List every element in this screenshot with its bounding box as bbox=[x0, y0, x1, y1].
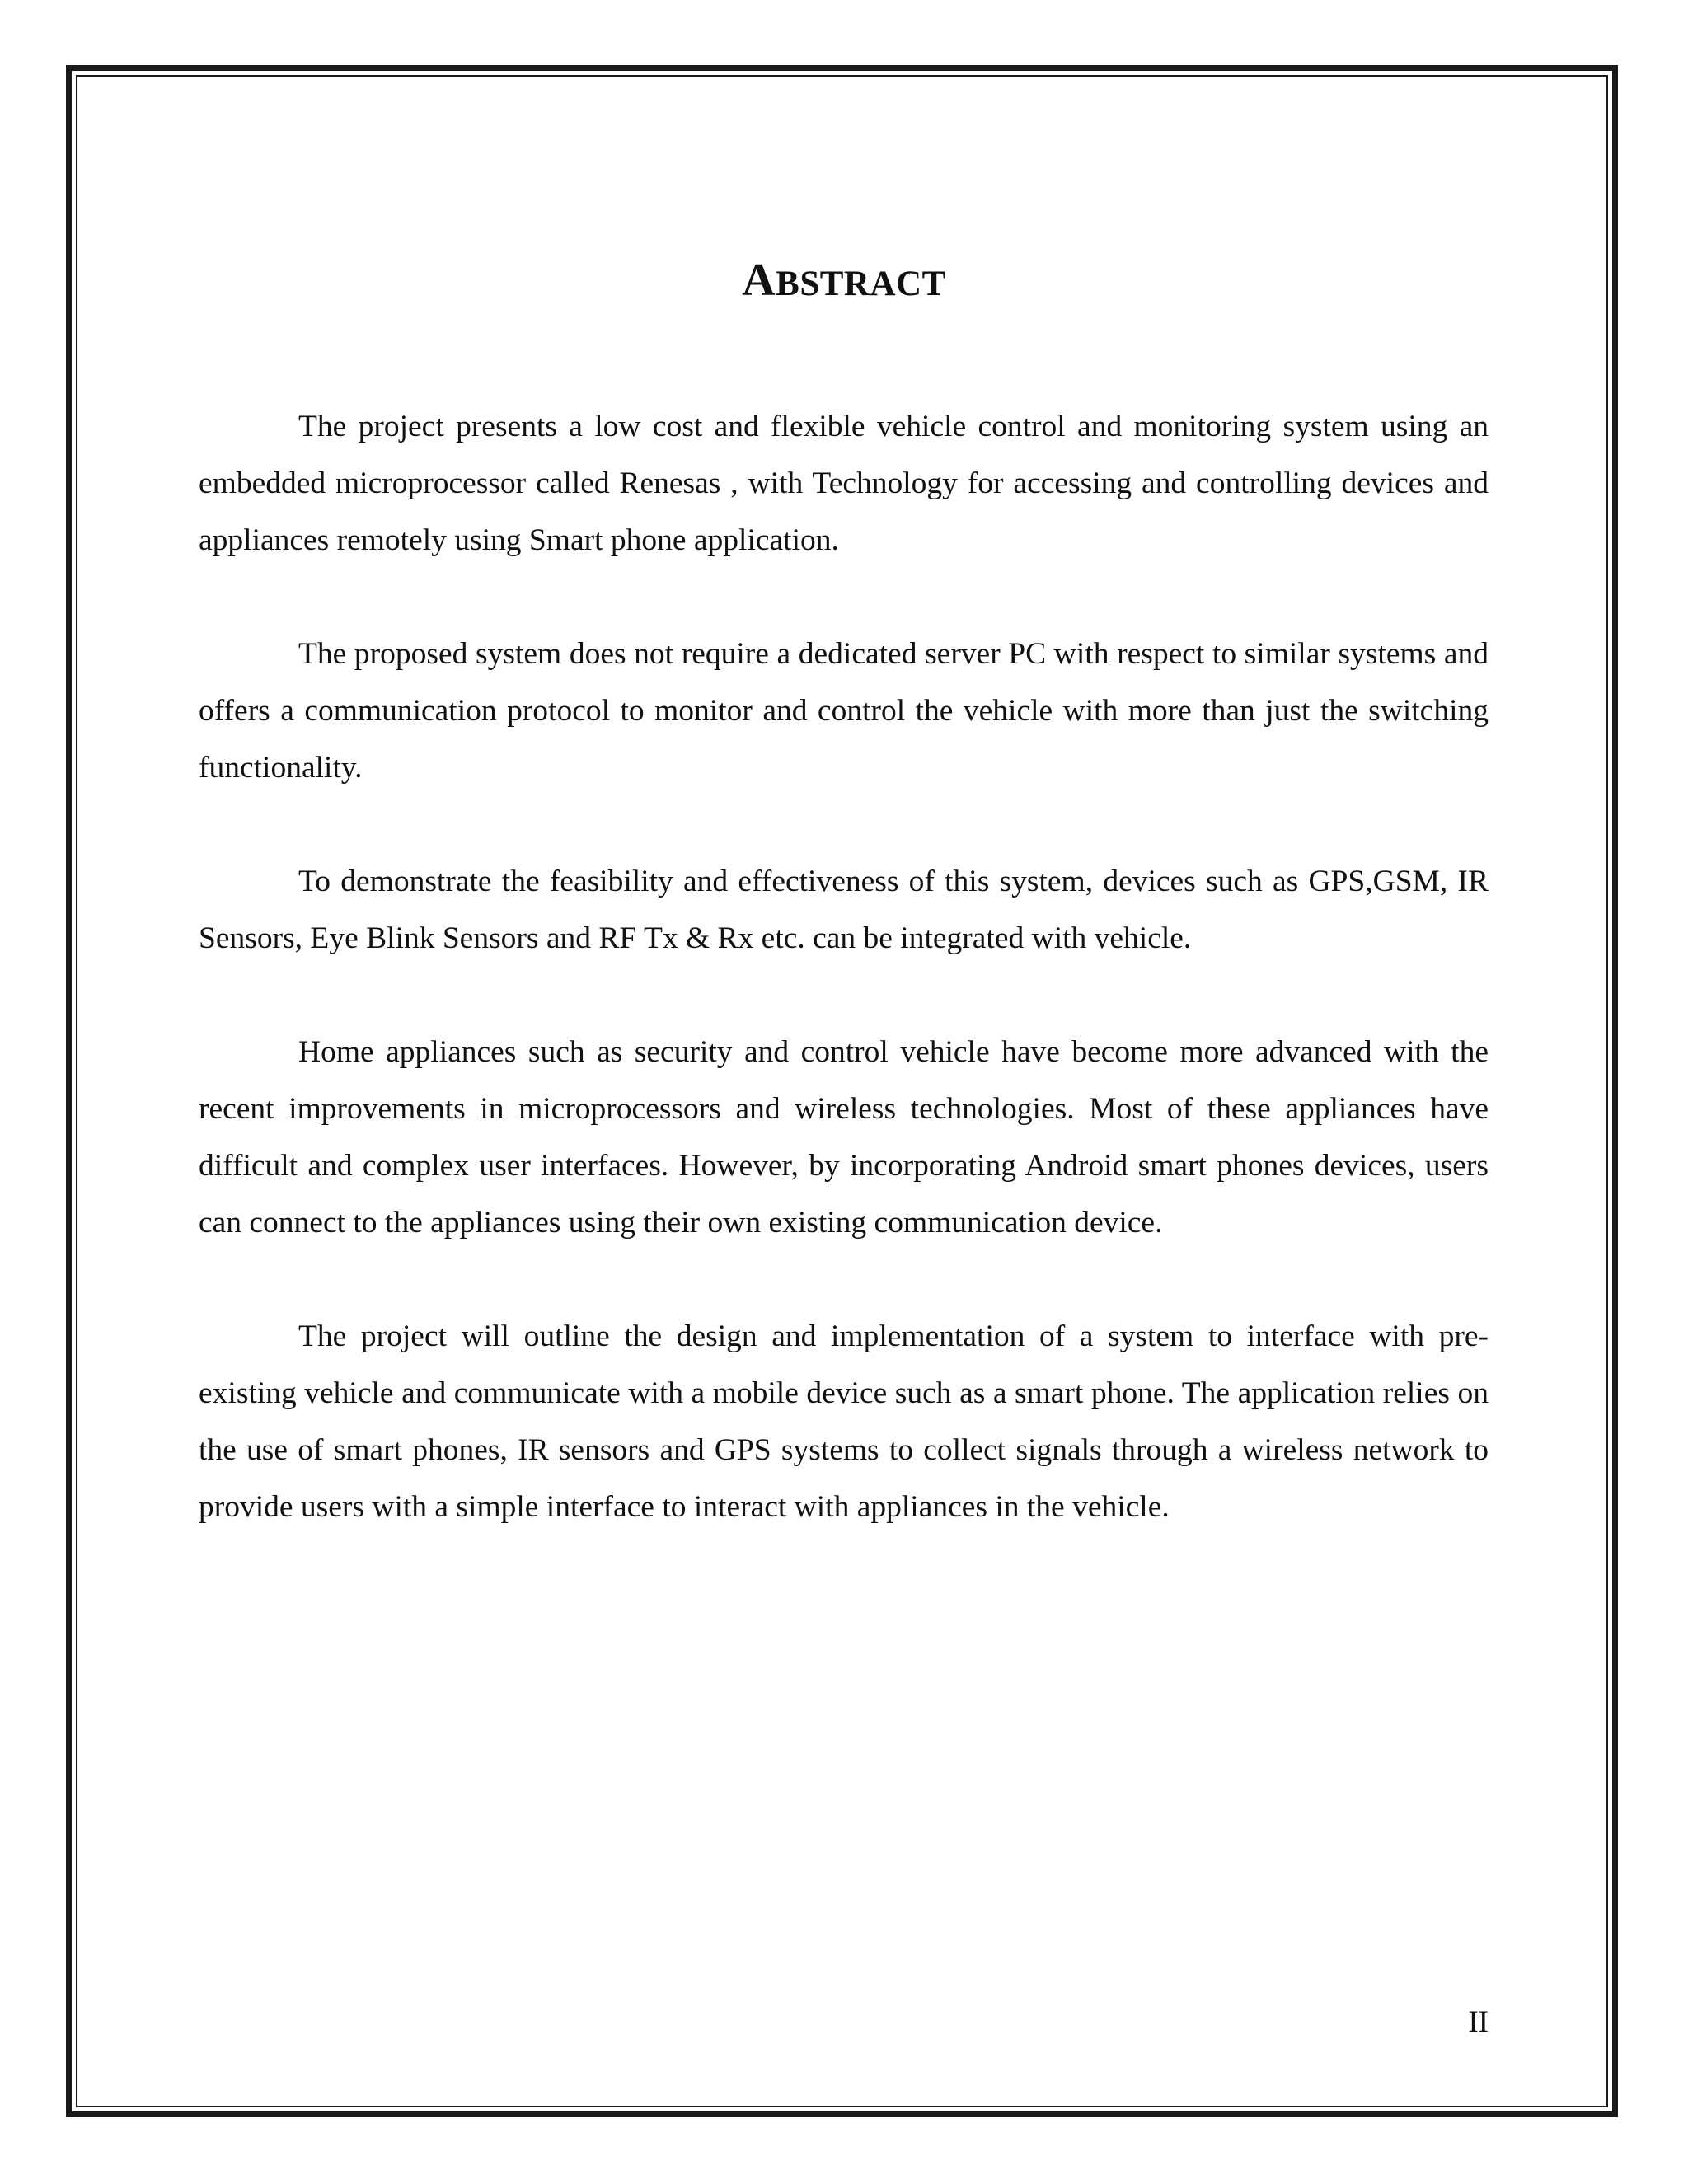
title-rest: BSTRACT bbox=[776, 265, 946, 303]
page-number: II bbox=[1468, 2005, 1489, 2039]
title-initial: A bbox=[742, 255, 776, 306]
abstract-paragraph: The project will outline the design and implementation of a system to interface with pre-existing vehicle and communicate with a mobile device such as a smart phone. The application relies on the use of smart phones, IR sensors and GPS systems to collect signals through a wireless network to provide users with a simple interface to interact with appliances in the vehicle. bbox=[199, 1319, 1489, 1524]
abstract-body bbox=[199, 398, 1489, 1592]
abstract-paragraph: The project presents a low cost and flexible vehicle control and monitoring system using an embedded microprocessor called Renesas , with Technology for accessing and controlling devices and appliances remotely using Smart phone application. bbox=[199, 410, 1489, 557]
abstract-paragraph: The proposed system does not require a dedicated server PC with respect to similar systems and offers a communication protocol to monitor and control the vehicle with more than just the switching functionality. bbox=[199, 637, 1489, 785]
abstract-paragraph: To demonstrate the feasibility and effectiveness of this system, devices such as GPS,GSM, IR Sensors, Eye Blink Sensors and RF Tx & Rx etc. can be integrated with vehicle. bbox=[199, 865, 1489, 955]
page-title bbox=[0, 254, 1688, 307]
abstract-paragraph: Home appliances such as security and control vehicle have become more advanced with the recent improvements in microprocessors and wireless technologies. Most of these appliances have difficult and complex user interfaces. However, by incorporating Android smart phones devices, users can connect to the appliances using their own existing communication device. bbox=[199, 1035, 1489, 1240]
